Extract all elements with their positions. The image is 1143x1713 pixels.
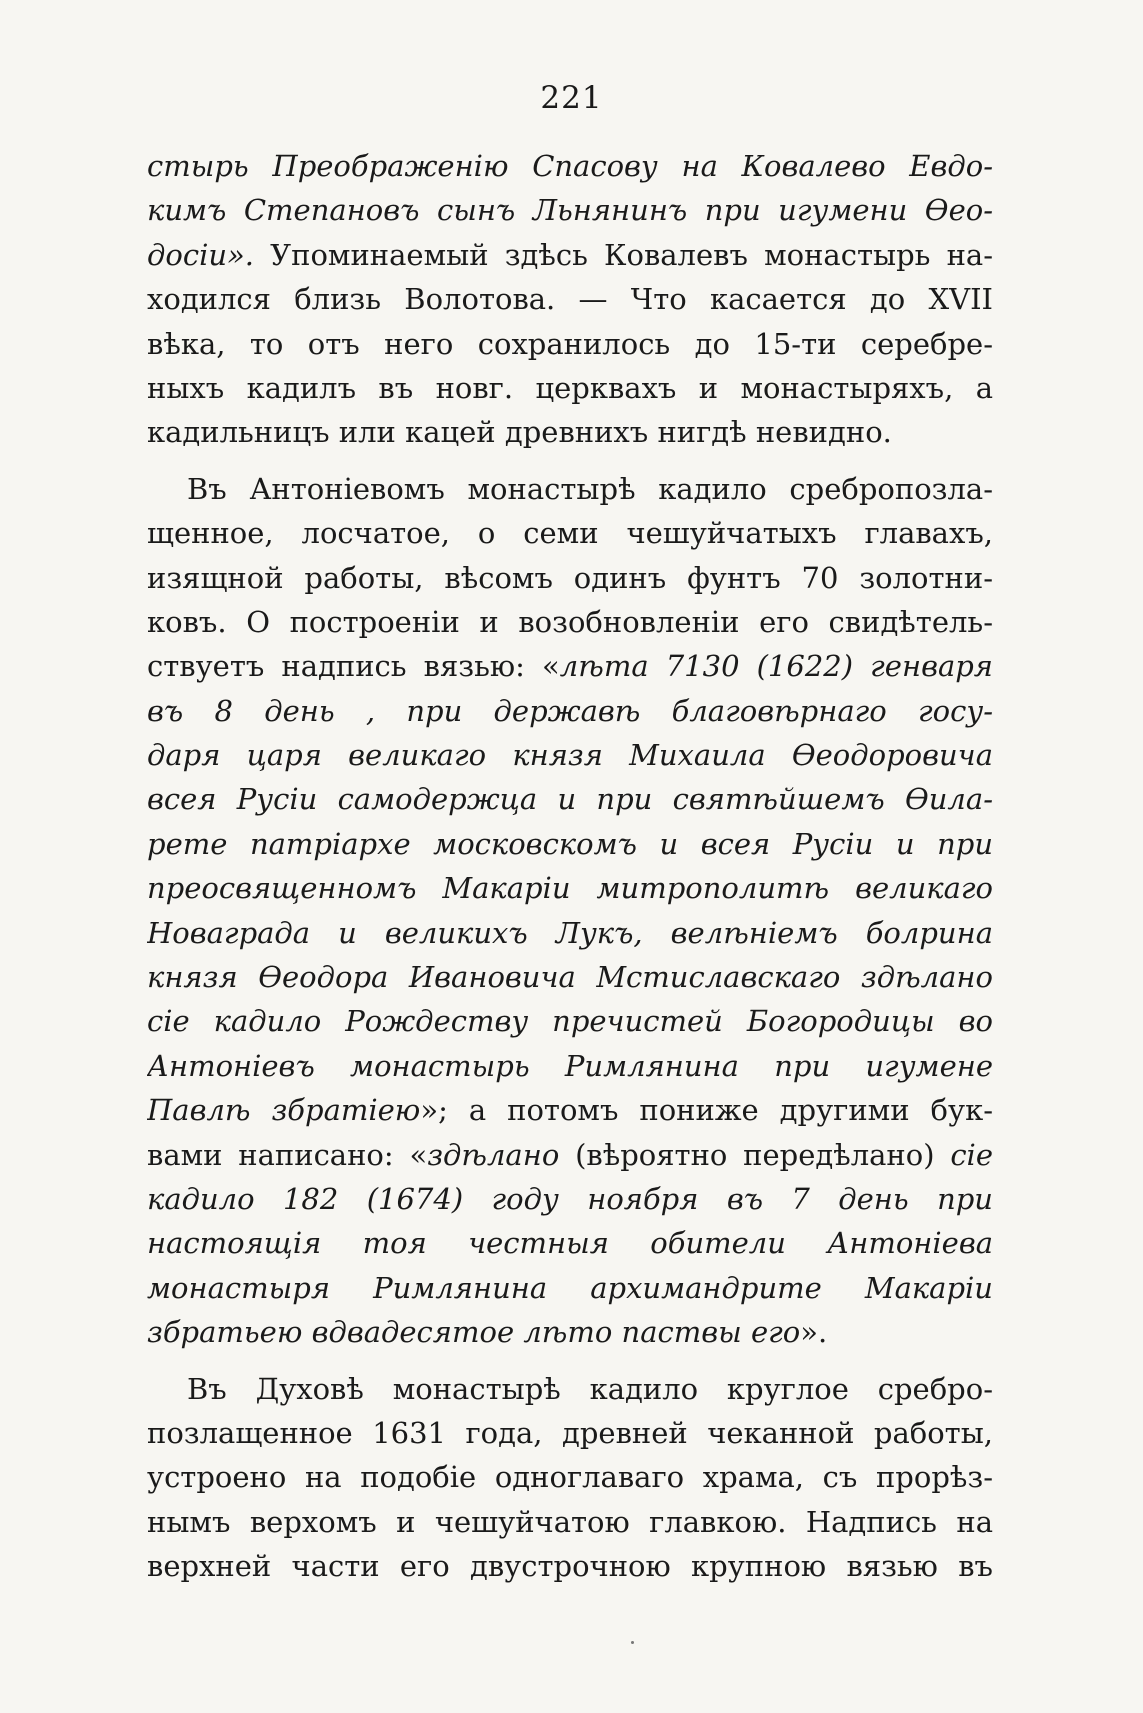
italic-quote-segment: досіи».: [147, 237, 254, 272]
text-segment: щенное, лосчатое, о семи чешуйчатыхъ главахъ,: [147, 516, 993, 551]
text-line: [147, 866, 993, 910]
text-line: [147, 1044, 993, 1088]
text-line: [147, 144, 993, 188]
text-line: [147, 410, 993, 454]
italic-quote-segment: лѣта 7130 (1622) генваря: [559, 649, 993, 684]
text-line: [147, 1266, 993, 1310]
text-line: [147, 277, 993, 321]
italic-quote-segment: въ 8 день , при державѣ благовѣрнаго госу-: [147, 693, 993, 728]
print-speck: [631, 1641, 634, 1644]
text-segment: Въ Духовѣ монастырѣ кадило круглое сребро-: [187, 1371, 993, 1406]
text-line: [147, 467, 993, 511]
text-segment: (вѣроятно передѣлано): [559, 1137, 951, 1172]
text-line: [147, 733, 993, 777]
italic-quote-segment: сіе: [950, 1137, 993, 1172]
text-line: [147, 1221, 993, 1265]
text-line: [147, 556, 993, 600]
text-line: [147, 1455, 993, 1499]
text-line: [147, 689, 993, 733]
text-line: [147, 366, 993, 410]
text-line: [147, 777, 993, 821]
page-number: 221: [540, 80, 603, 116]
text-line: [147, 999, 993, 1043]
text-line: [147, 1500, 993, 1544]
text-line: [147, 1177, 993, 1221]
italic-quote-segment: кимъ Степановъ сынъ Льнянинъ при игумени Ѳео-: [147, 193, 993, 228]
text-line: [147, 600, 993, 644]
italic-quote-segment: здѣлано: [427, 1137, 560, 1172]
text-segment: ковъ. О построеніи и возобновленіи его свидѣтель-: [147, 604, 993, 639]
italic-quote-segment: Новаграда и великихъ Лукъ, велѣніемъ болрина: [147, 915, 993, 950]
text-segment: устроено на подобіе одноглаваго храма, съ прорѣз-: [147, 1460, 993, 1495]
text-line: [147, 822, 993, 866]
italic-quote-segment: князя Ѳеодора Ивановича Мстиславскаго здѣлано: [147, 960, 993, 995]
text-line: [147, 644, 993, 688]
text-line: [147, 1544, 993, 1588]
text-segment: ».: [800, 1315, 828, 1350]
italic-quote-segment: монастыря Римлянина архимандрите Макаріи: [147, 1270, 993, 1305]
italic-quote-segment: кадило 182 (1674) году ноября въ 7 день при: [147, 1181, 993, 1216]
italic-quote-segment: сіе кадило Рождеству пречистей Богородицы во: [147, 1004, 993, 1039]
text-line: [147, 911, 993, 955]
text-segment: ныхъ кадилъ въ новг. церквахъ и монастыряхъ, а: [147, 370, 993, 405]
text-line: [147, 233, 993, 277]
italic-quote-segment: рете патріархе московскомъ и всея Русіи и при: [147, 826, 993, 861]
text-segment: кадильницъ или кацей древнихъ нигдѣ невидно.: [147, 415, 892, 450]
text-segment: Въ Антоніевомъ монастырѣ кадило сребропозла-: [187, 471, 993, 506]
text-line: [147, 1367, 993, 1411]
text-segment: вѣка, то отъ него сохранилось до 15-ти серебре-: [147, 326, 993, 361]
italic-quote-segment: даря царя великаго князя Михаила Ѳеодоровича: [147, 738, 993, 773]
italic-quote-segment: Павлѣ збратіею: [147, 1093, 421, 1128]
text-segment: изящной работы, вѣсомъ одинъ фунтъ 70 золотни-: [147, 560, 993, 595]
text-line: [147, 1133, 993, 1177]
italic-quote-segment: Антоніевъ монастырь Римлянина при игумене: [147, 1048, 993, 1083]
text-line: [147, 1310, 993, 1354]
text-line: [147, 511, 993, 555]
text-segment: »; а потомъ пониже другими бук-: [420, 1093, 993, 1128]
text-line: [147, 322, 993, 366]
text-line: [147, 955, 993, 999]
paragraph-gap: [147, 455, 993, 467]
text-segment: позлащенное 1631 года, древней чеканной работы,: [147, 1415, 993, 1450]
italic-quote-segment: стырь Преображенію Спасову на Ковалево Евдо-: [147, 149, 993, 183]
text-line: [147, 1088, 993, 1132]
text-line: [147, 1411, 993, 1455]
text-segment: ствуетъ надпись вязью: «: [147, 649, 560, 684]
body-text: [147, 144, 993, 1589]
italic-quote-segment: преосвященномъ Макаріи митрополитѣ великаго: [147, 871, 993, 906]
text-segment: Упоминаемый здѣсь Ковалевъ монастырь на-: [254, 237, 993, 272]
text-segment: нымъ верхомъ и чешуйчатою главкою. Надпись на: [147, 1504, 993, 1539]
italic-quote-segment: настоящія тоя честныя обители Антоніева: [147, 1226, 993, 1261]
text-line: [147, 188, 993, 232]
text-segment: верхней части его двустрочною крупною вязью въ: [147, 1549, 993, 1584]
paragraph-gap: [147, 1355, 993, 1367]
text-segment: ходился близь Волотова. — Что касается до XVII: [147, 282, 993, 317]
italic-quote-segment: збратьею вдвадесятое лѣто паствы его: [147, 1315, 801, 1350]
italic-quote-segment: всея Русіи самодержца и при святѣйшемъ Ѳила-: [147, 782, 993, 817]
text-segment: вами написано: «: [147, 1137, 428, 1172]
